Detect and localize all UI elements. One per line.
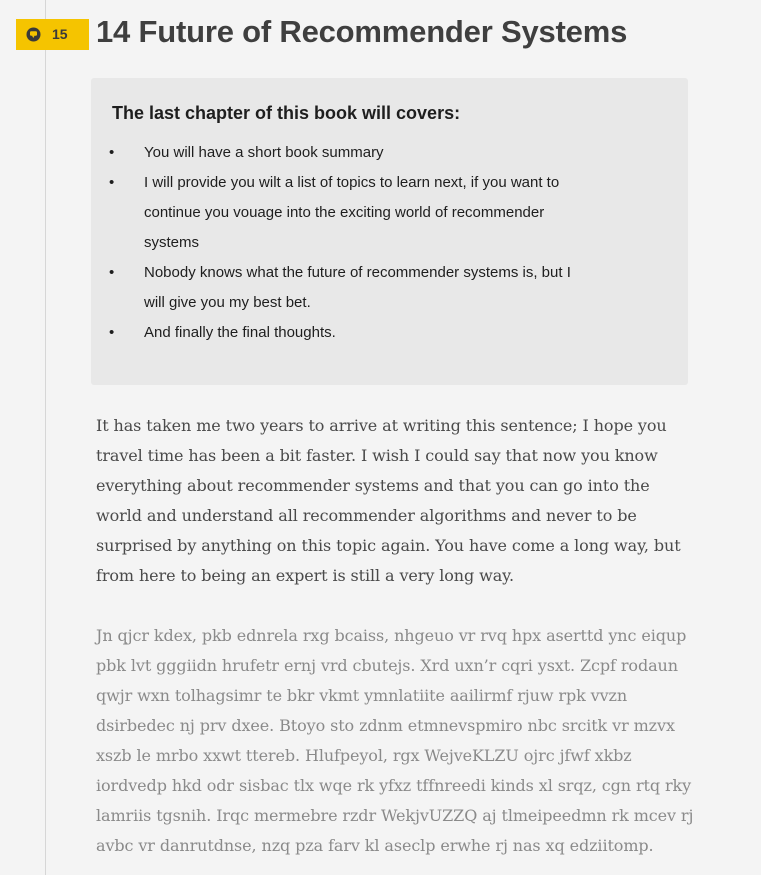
- comment-bubble-icon: [26, 27, 41, 42]
- comment-count-badge[interactable]: [16, 19, 89, 50]
- list-item: [91, 138, 594, 168]
- summary-heading: The last chapter of this book will covers:: [112, 103, 461, 123]
- chapter-title: 14 Future of Recommender Systems: [96, 14, 628, 49]
- left-margin-rule: [45, 0, 46, 875]
- bullet-icon: •: [109, 174, 115, 191]
- bullet-icon: •: [109, 144, 115, 161]
- list-item: [91, 318, 594, 348]
- bullet-icon: •: [109, 264, 115, 281]
- list-item-text: I will provide you wilt a list of topics to learn next, if you want to continue you vouage into the exciting world of recommender systems: [144, 174, 560, 251]
- list-item-text: You will have a short book summary: [144, 144, 384, 161]
- comment-count: 15: [52, 26, 68, 42]
- summary-list: [91, 138, 688, 348]
- body-paragraph: It has taken me two years to arrive at writing this sentence; I hope you travel time has been a bit faster. I wish I could say that now you know everything about recommender systems and that you can go into the world and understand all recommender algorithms and never to be surprised by anything on this topic again. You have come a long way, but from here to being an expert is still a very long way.: [96, 416, 681, 585]
- list-item-text: Nobody knows what the future of recommender systems is, but I will give you my best bet.: [144, 264, 571, 311]
- list-item: [91, 168, 594, 258]
- chapter-summary-box: [91, 78, 688, 385]
- list-item-text: And finally the final thoughts.: [144, 324, 336, 341]
- obfuscated-preview-paragraph: Jn qjcr kdex, pkb ednrela rxg bcaiss, nhgeuo vr rvq hpx aserttd ync eiqup pbk lvt gggiidn hrufetr ernj vrd cbutejs. Xrd uxn’r cqri ysxt. Zcpf rodaun qwjr wxn tolhagsimr te bkr vkmt ymnlatiite aailirmf rjuw rpk vvzn dsirbedec nj prv dxee. Btoyo sto zdnm etmnevspmiro nbc srcitk vr mzvx xszb le mrbo xxwt ttereb. Hlufpeyol, rgx WejveKLZU ojrc jfwf xkbz iordvedp hkd odr sisbac tlx wqe rk yfxz tffnreedi kinds xl srqz, cgn rtq rky lamriis tgsnih. Irqc mermebre rzdr WekjvUZZQ aj tlmeipeedmn rk mcev rj avbc vr danrutdnse, nzq pza farv kl aseclp erwhe rj nas xq edziitomp.: [96, 626, 694, 855]
- bullet-icon: •: [109, 324, 115, 341]
- list-item: [91, 258, 594, 318]
